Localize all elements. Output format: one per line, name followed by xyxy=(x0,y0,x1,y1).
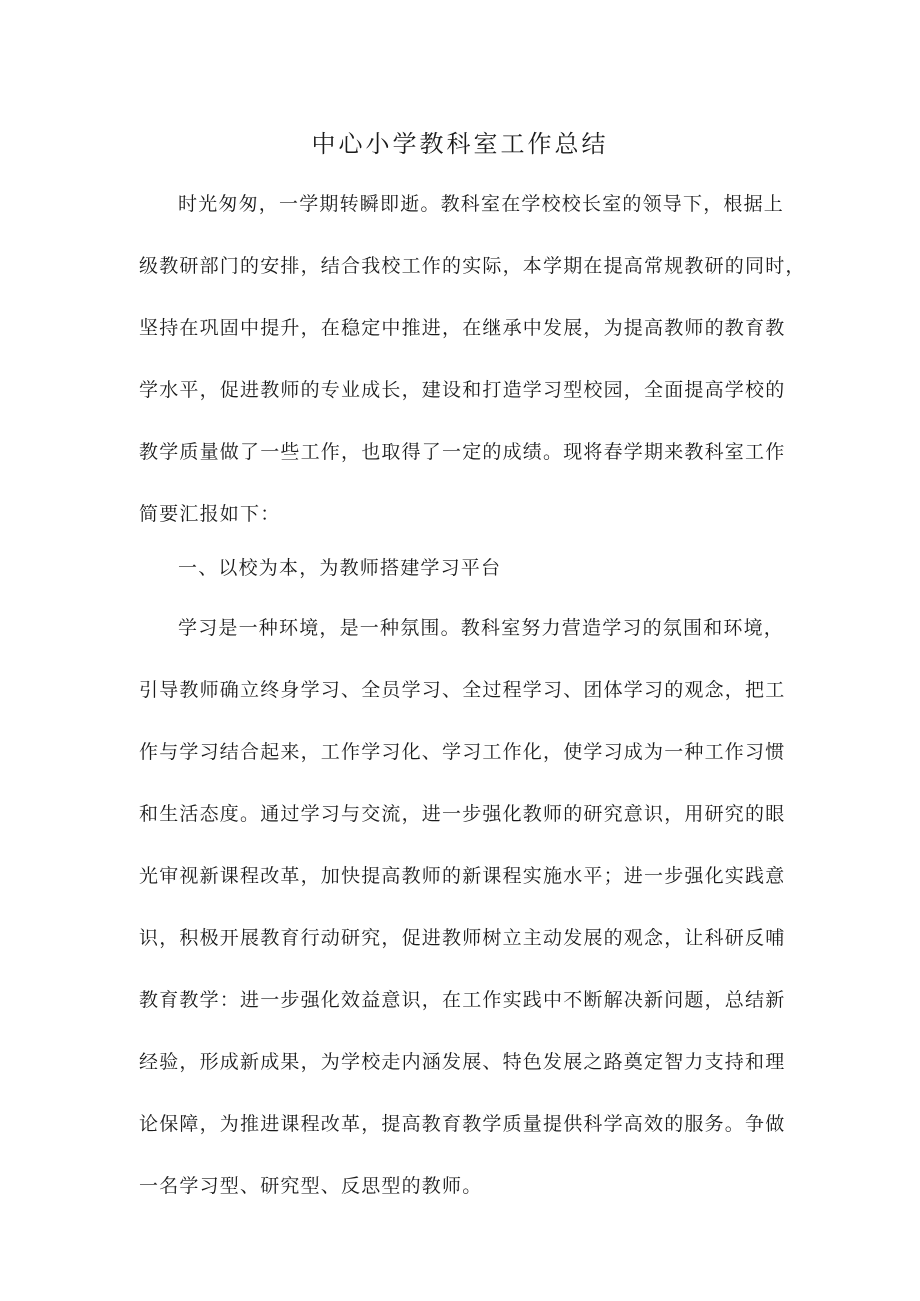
paragraph-1-line: 学水平，促进教师的专业成长，建设和打造学习型校园，全面提高学校的 xyxy=(139,379,786,401)
paragraph-2-line: 学习是一种环境，是一种氛围。教科室努力营造学习的氛围和环境， xyxy=(178,617,785,639)
paragraph-1-line: 简要汇报如下： xyxy=(139,503,281,525)
paragraph-1-line: 时光匆匆，一学期转瞬即逝。教科室在学校校长室的领导下，根据上 xyxy=(178,193,785,215)
paragraph-2-line: 光审视新课程改革，加快提高教师的新课程实施水平；进一步强化实践意 xyxy=(139,865,786,887)
paragraph-2-line: 识，积极开展教育行动研究，促进教师树立主动发展的观念，让科研反哺 xyxy=(139,927,786,949)
paragraph-2-line: 论保障，为推进课程改革，提高教育教学质量提供科学高效的服务。争做 xyxy=(139,1113,786,1135)
paragraph-1-line: 坚持在巩固中提升，在稳定中推进，在继承中发展，为提高教师的教育教 xyxy=(139,317,786,339)
paragraph-2-line: 一名学习型、研究型、反思型的教师。 xyxy=(139,1175,483,1197)
paragraph-2-line: 作与学习结合起来，工作学习化、学习工作化，使学习成为一种工作习惯 xyxy=(139,741,786,763)
section-heading: 一、以校为本，为教师搭建学习平台 xyxy=(178,557,502,579)
paragraph-2-line: 和生活态度。通过学习与交流，进一步强化教师的研究意识，用研究的眼 xyxy=(139,803,786,825)
paragraph-2-line: 引导教师确立终身学习、全员学习、全过程学习、团体学习的观念，把工 xyxy=(139,679,786,701)
paragraph-1-line: 教学质量做了一些工作，也取得了一定的成绩。现将春学期来教科室工作 xyxy=(139,441,786,463)
paragraph-1-line: 级教研部门的安排，结合我校工作的实际，本学期在提高常规教研的同时， xyxy=(139,255,806,277)
paragraph-2-line: 教育教学：进一步强化效益意识，在工作实践中不断解决新问题，总结新 xyxy=(139,989,786,1011)
paragraph-2-line: 经验，形成新成果，为学校走内涵发展、特色发展之路奠定智力支持和理 xyxy=(139,1051,786,1073)
document-title: 中心小学教科室工作总结 xyxy=(311,130,609,158)
